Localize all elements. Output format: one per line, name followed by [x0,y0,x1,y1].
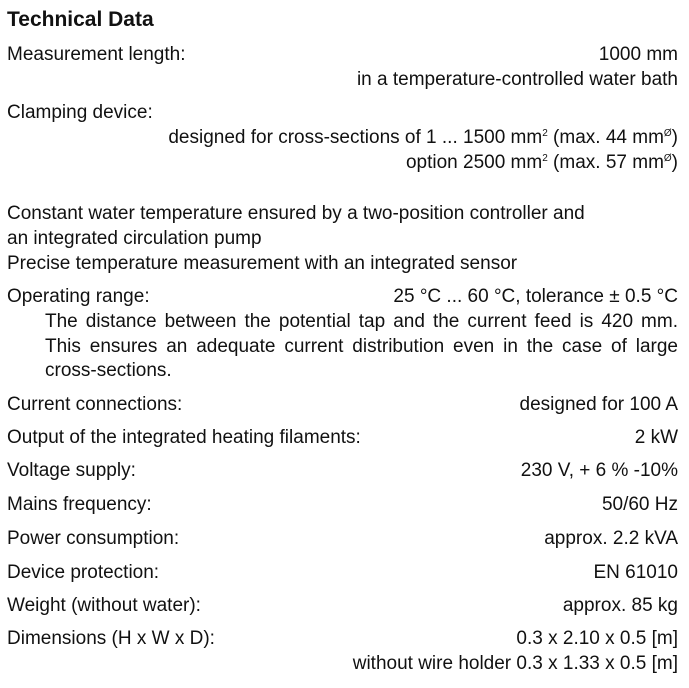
spec-value: 50/60 Hz [601,494,678,515]
paragraph-1-line-1 [7,202,678,226]
spec-row [7,493,678,517]
clamping-line-1-main: designed for cross-sections of 1 ... 1500 mm [168,127,543,148]
measurement-length-value: 1000 mm [598,44,678,65]
paragraph-1-line-2 [7,227,678,251]
clamping-line-1-dia: Ø [663,128,672,139]
spec-value: designed for 100 A [519,394,678,415]
spec-label: Dimensions (H x W x D): [7,628,215,649]
spec-value: approx. 2.2 kVA [544,528,678,549]
spec-row [7,594,678,618]
spec-value: approx. 85 kg [562,595,678,616]
spec-label: Current connections: [7,394,183,415]
clamping-line-1-max: (max. 44 mm [547,127,664,148]
spec-label: Voltage supply: [7,460,136,481]
spec-label: Mains frequency: [7,494,152,515]
operating-range-value: 25 °C ... 60 °C, tolerance ± 0.5 °C [393,286,678,307]
clamping-line-2-text [406,151,678,175]
spec-value: 2 kW [634,427,678,448]
spec-value: 230 V, + 6 % -10% [520,460,678,481]
paragraph-1-text-1: Constant water temperature ensured by a two-position controller and [7,203,585,224]
clamping-device-row [7,101,678,125]
clamping-device-label: Clamping device: [7,102,153,123]
dimensions-note: without wire holder 0.3 x 1.33 x 0.5 [m] [352,653,678,674]
measurement-note: in a temperature-controlled water bath [356,69,678,90]
clamping-line-1-sup: 2 [542,128,548,139]
measurement-length-row [7,43,678,67]
operating-range-description: The distance between the potential tap and the current feed is 420 mm. This ensures an adequate current distribution even in the case of large cross-sections. [45,311,678,381]
spec-row [7,561,678,585]
clamping-line-1 [7,126,678,150]
page-title: Technical Data [7,8,154,31]
paragraph-2-text: Precise temperature measurement with an integrated sensor [7,253,518,274]
dimensions-note-row [7,652,678,676]
clamping-line-2-sup: 2 [542,153,548,164]
clamping-line-1-end: ) [671,127,678,148]
clamping-line-2-main: option 2500 mm [405,152,543,173]
operating-range-row [7,285,678,309]
measurement-note-row [7,68,678,92]
operating-range-label: Operating range: [7,286,150,307]
spec-value: EN 61010 [593,562,678,583]
spec-row [7,393,678,417]
spec-row [7,627,678,651]
clamping-line-2-end: ) [671,152,678,173]
spec-row [7,527,678,551]
clamping-line-2 [7,151,678,175]
spec-label: Device protection: [7,562,160,583]
clamping-line-2-max: (max. 57 mm [547,152,664,173]
spec-label: Power consumption: [7,528,180,549]
spec-row [7,459,678,483]
paragraph-1-text-2: an integrated circulation pump [7,228,262,249]
paragraph-2-line [7,252,678,276]
measurement-length-label: Measurement length: [7,44,186,65]
spec-value: 0.3 x 2.10 x 0.5 [m] [516,628,678,649]
clamping-line-2-dia: Ø [663,153,672,164]
spec-label: Output of the integrated heating filaments: [7,427,361,448]
spec-row [7,426,678,450]
clamping-line-1-text [168,126,678,150]
spec-label: Weight (without water): [7,595,201,616]
